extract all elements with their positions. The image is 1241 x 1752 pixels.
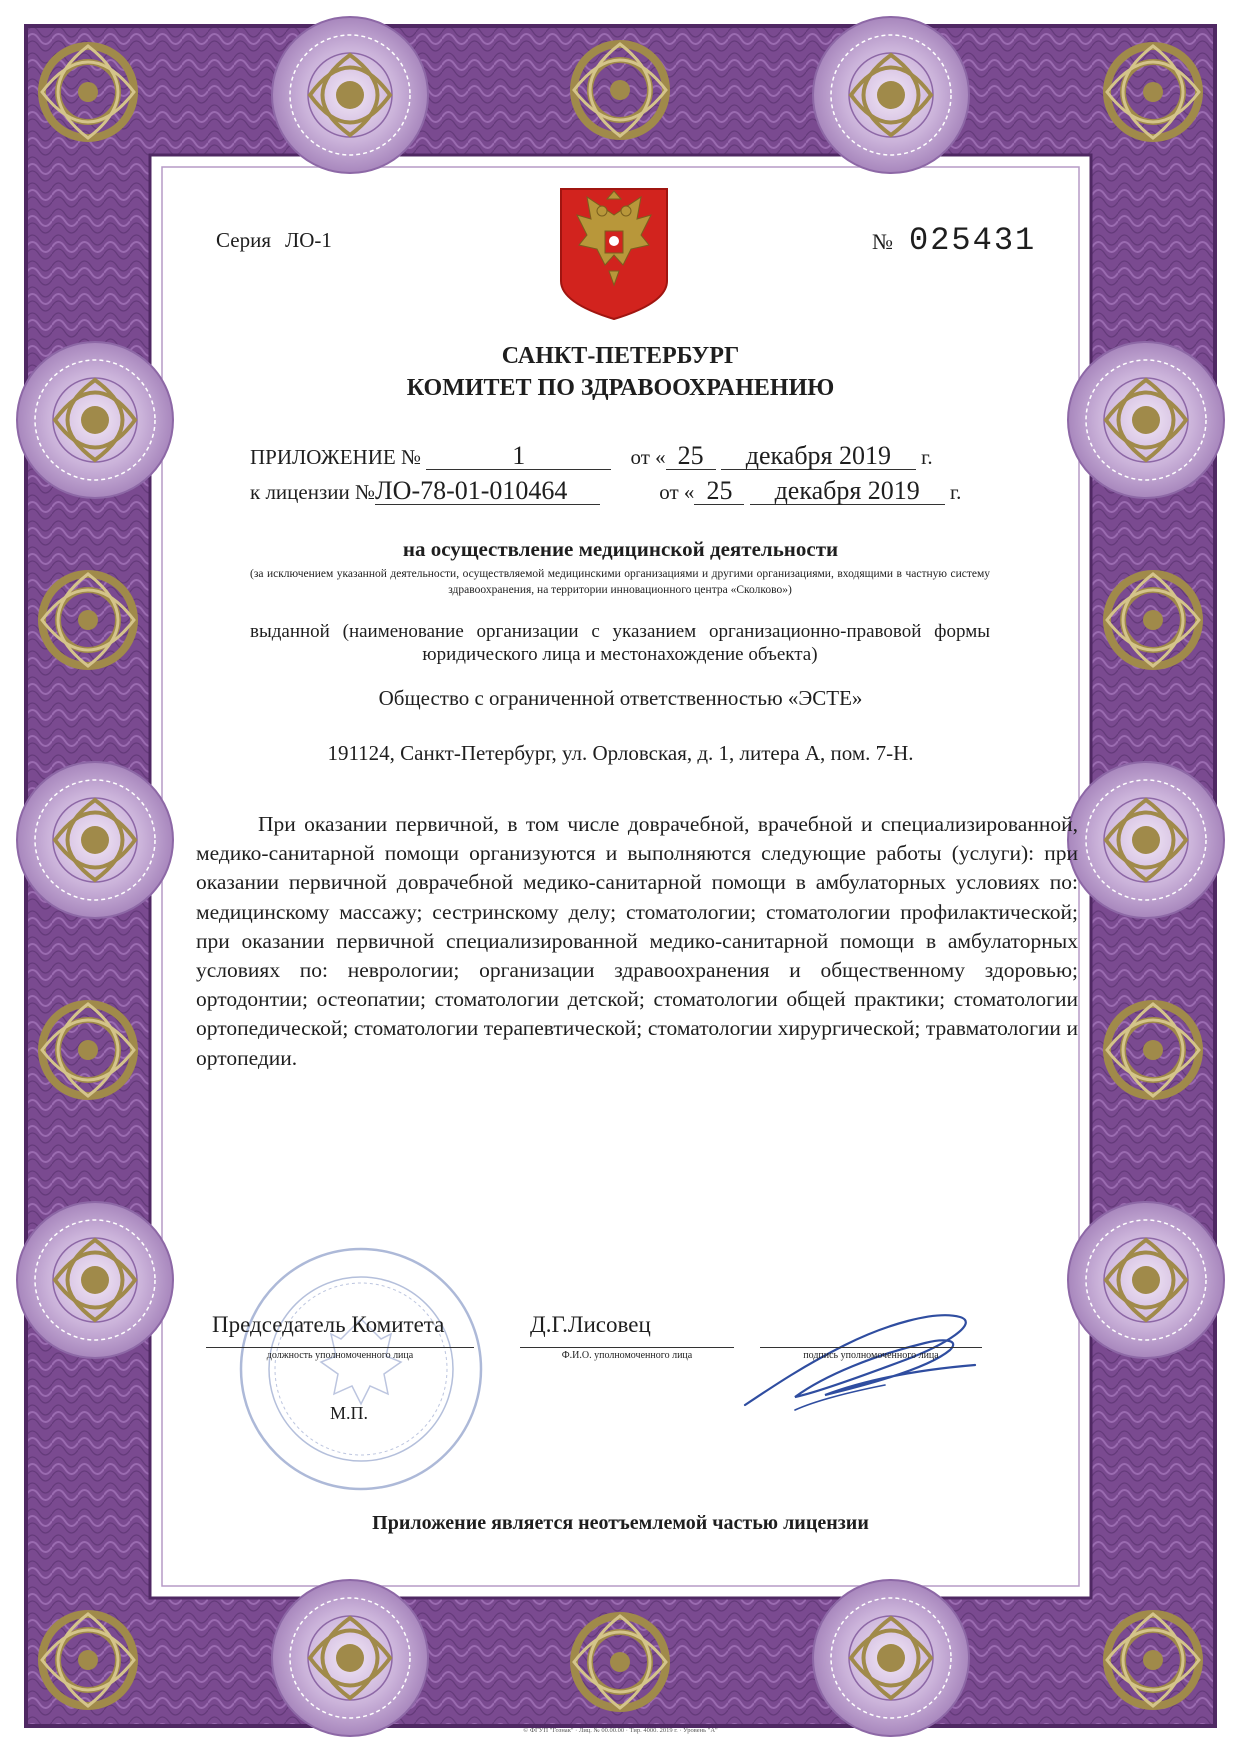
- caption-signature: подпись уполномоченного лица: [760, 1347, 982, 1361]
- series-label: [216, 228, 332, 253]
- license-line: [250, 478, 961, 505]
- appendix-month: декабря: [745, 441, 833, 470]
- license-month-year: [750, 478, 945, 505]
- license-month: декабря: [774, 476, 862, 505]
- appendix-label: ПРИЛОЖЕНИЕ №: [250, 445, 421, 469]
- official-seal-icon: [236, 1244, 486, 1494]
- appendix-date-prefix: от «: [630, 445, 666, 469]
- committee-title: КОМИТЕТ ПО ЗДРАВООХРАНЕНИЮ: [406, 375, 835, 401]
- organization-name: Общество с ограниченной ответственностью «ЭСТЕ»: [378, 686, 863, 710]
- license-number: ЛО-78-01-010464: [375, 478, 600, 505]
- license-date-prefix: от «: [659, 480, 695, 504]
- footer-note: Приложение является неотъемлемой частью лицензии: [372, 1512, 869, 1534]
- appendix-month-year: [721, 443, 916, 470]
- stamp-place-label: М.П.: [330, 1403, 369, 1423]
- organization-address: 191124, Санкт-Петербург, ул. Орловская, д. 1, литера А, пом. 7-Н.: [327, 741, 914, 765]
- series-caption: Серия: [216, 228, 271, 252]
- signer-name: Д.Г.Лисовец: [530, 1312, 651, 1337]
- appendix-line: [250, 443, 933, 470]
- appendix-year: 2019: [839, 441, 891, 470]
- license-label: к лицензии №: [250, 480, 376, 504]
- license-year-suffix: г.: [949, 480, 962, 504]
- license-day: 25: [694, 478, 744, 505]
- printer-imprint: © ФГУП "Гознак" · Лиц. № 00.00.00 · Тир. 4000. 2019 г. · Уровень "А": [523, 1727, 718, 1734]
- issued-to-caption: выданной (наименование организации с указанием организационно-правовой формы юридического лица и местонахождение объекта): [250, 621, 990, 665]
- form-number: [872, 222, 1036, 259]
- activity-title: на осуществление медицинской деятельности: [402, 537, 839, 561]
- caption-position: должность уполномоченного лица: [206, 1347, 474, 1361]
- signer-position: Председатель Комитета: [212, 1312, 445, 1337]
- number-value: 025431: [909, 222, 1037, 259]
- series-value: ЛО-1: [284, 228, 332, 252]
- number-sign: №: [872, 229, 893, 254]
- exclusion-note: (за исключением указанной деятельности, осуществляемой медицинскими организациями и другими организациями, входящими в частную систему здравоохранения, на территории инновационного центра «Сколково»): [250, 568, 990, 596]
- works-list: При оказании первичной, в том числе доврачебной, врачебной и специализированной, медико-санитарной помощи организуются и выполняются следующие работы (услуги): при оказании первичной доврачебной медико-санитарной помощи в амбулаторных условиях по: медицинскому массажу; сестринскому делу; стоматологии; стоматологии профилактической; при оказании первичной специализированной медико-санитарной помощи в амбулаторных условиях по: неврологии; организации здравоохранения и общественному здоровью; ортодонтии; остеопатии; стоматологии детской; стоматологии общей практики; стоматологии ортопедической; стоматологии терапевтической; стоматологии хирургической; травматологии и ортопедии.: [196, 812, 1078, 1070]
- coat-of-arms-icon: [557, 185, 671, 321]
- appendix-year-suffix: г.: [921, 445, 933, 469]
- appendix-day: 25: [666, 443, 716, 470]
- signature-icon: [735, 1305, 995, 1425]
- appendix-number: 1: [426, 443, 611, 470]
- authority-header: [0, 340, 1241, 404]
- caption-name: Ф.И.О. уполномоченного лица: [520, 1347, 734, 1361]
- city-title: САНКТ-ПЕТЕРБУРГ: [501, 343, 740, 369]
- license-year: 2019: [867, 476, 920, 505]
